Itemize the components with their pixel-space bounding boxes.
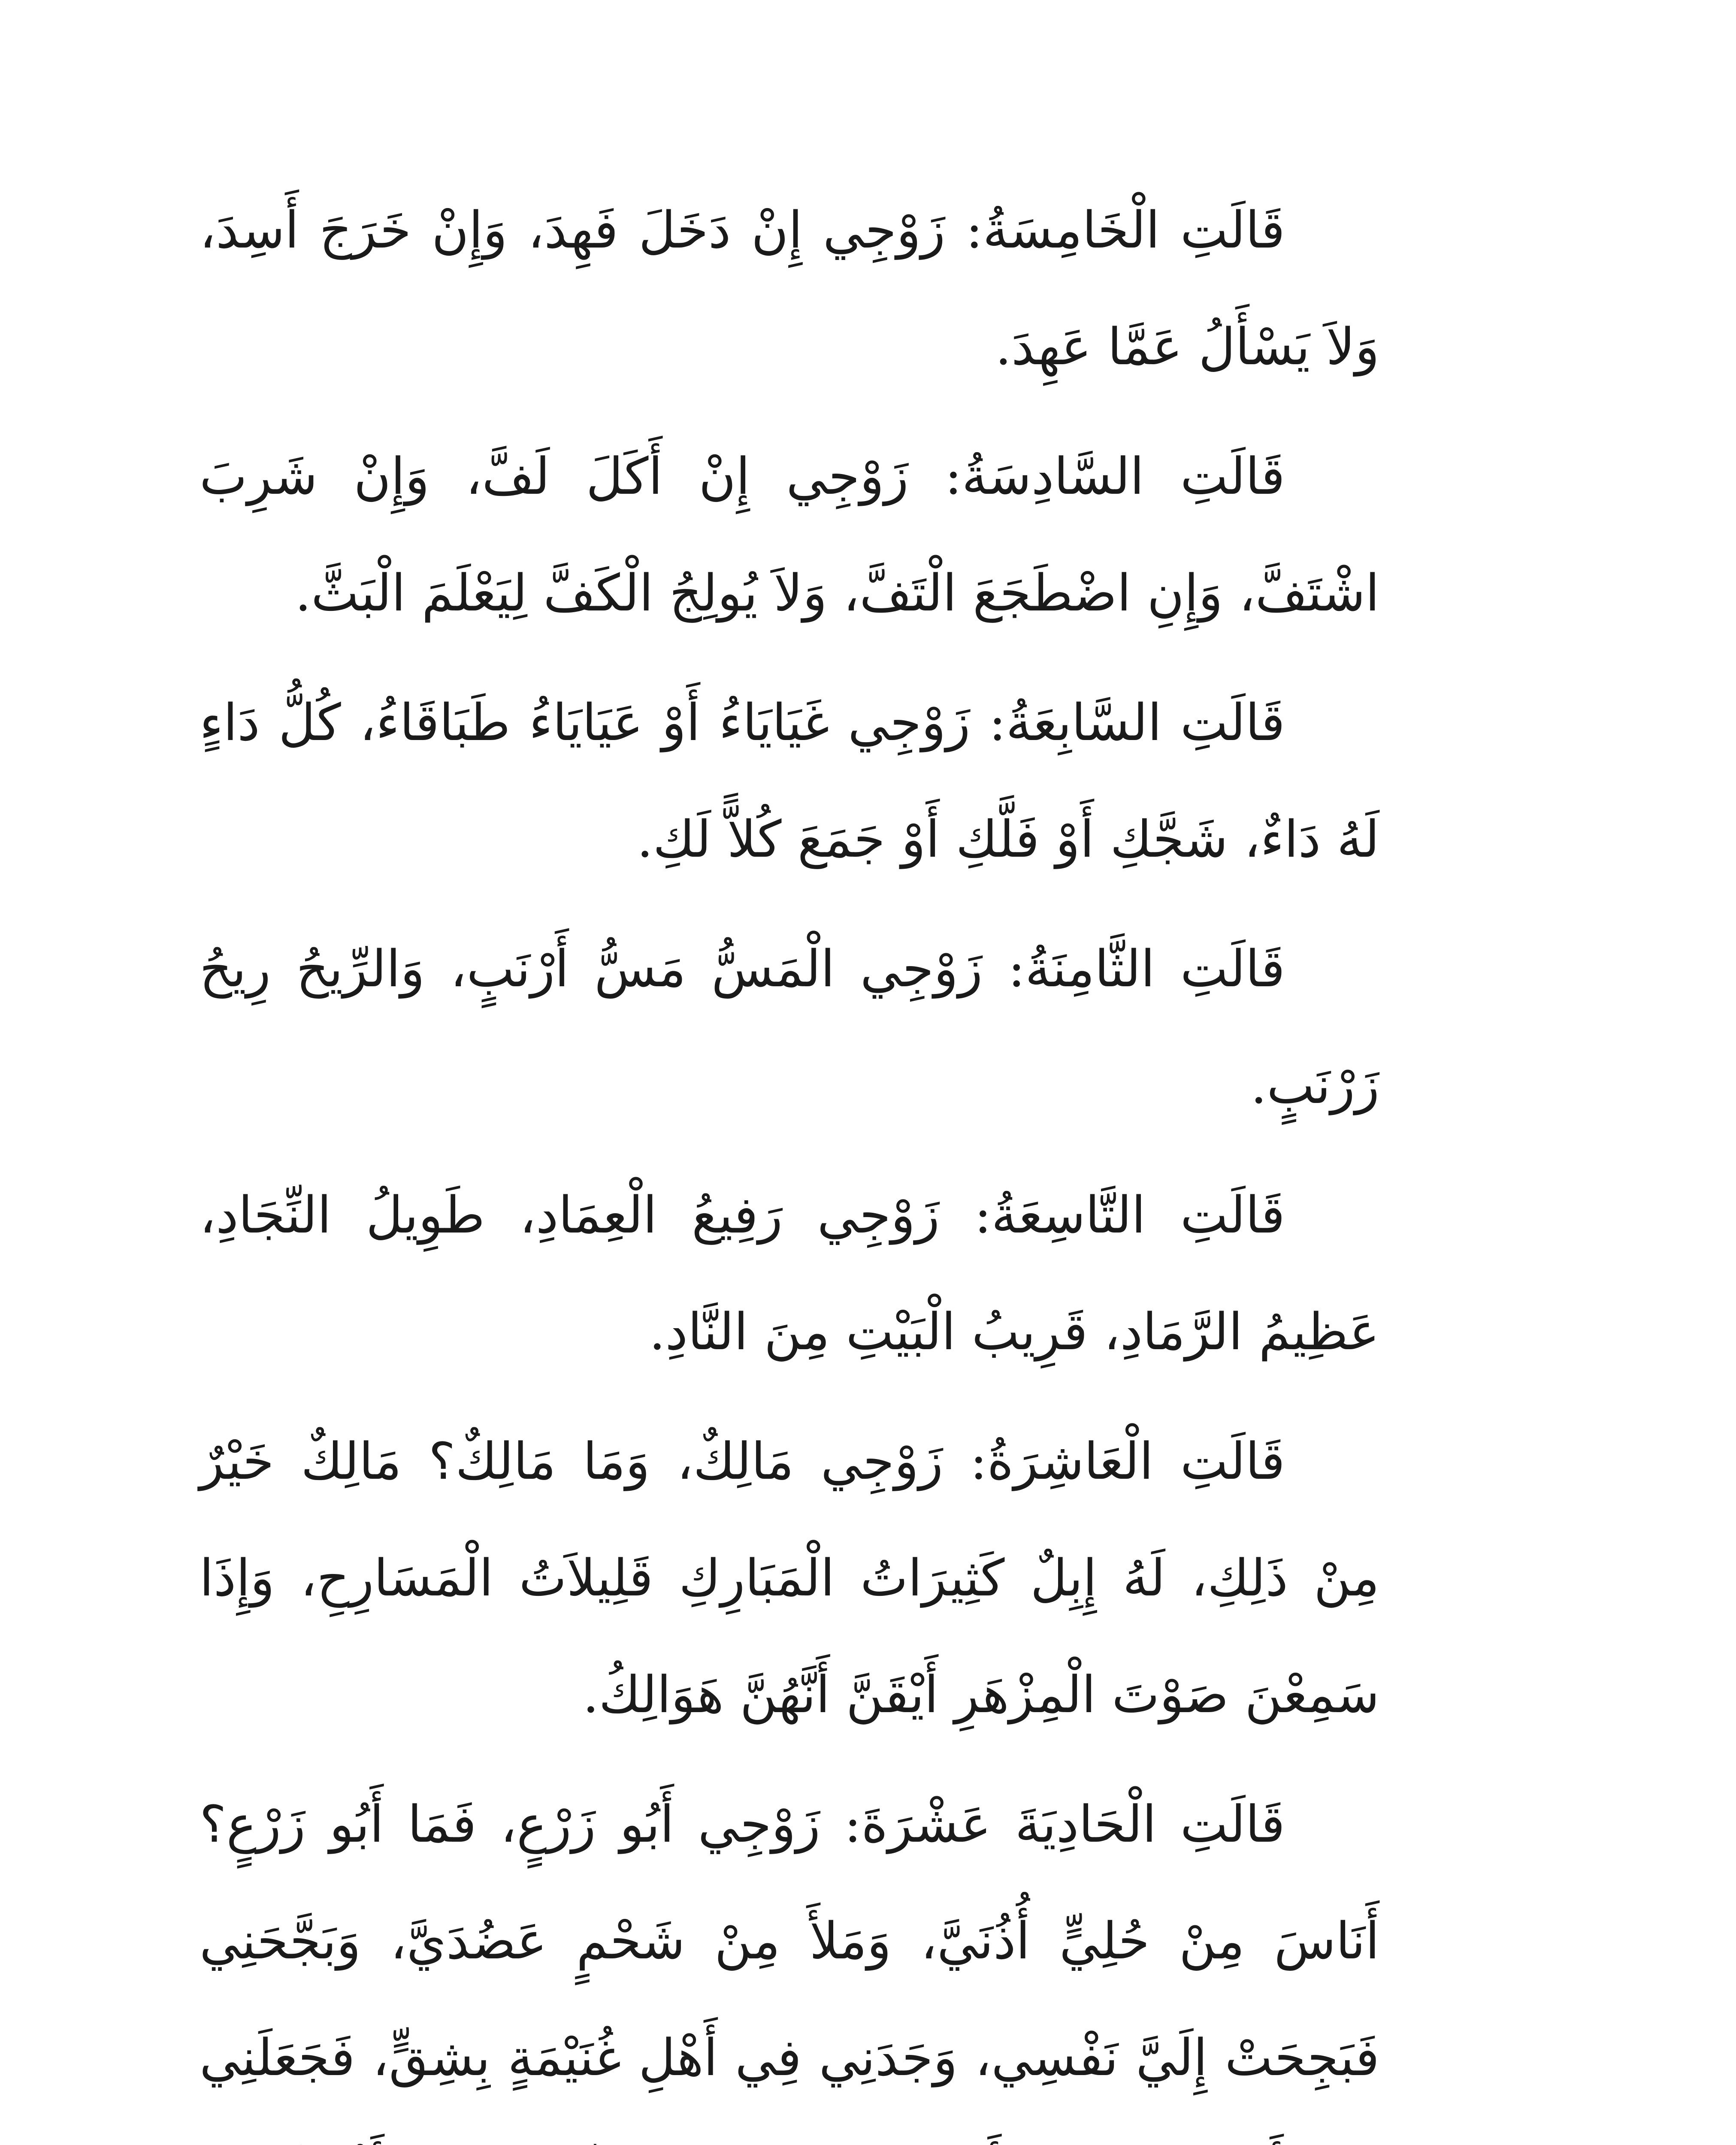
paragraph-sixth: قَالَتِ السَّادِسَةُ: زَوْجِي إِنْ أَكَلَ لَفَّ، وَإِنْ شَرِبَ اشْتَفَّ، وَإِنِ اضْطَجَعَ الْتَفَّ، وَلاَ يُولِجُ الْكَفَّ لِيَعْلَمَ الْبَثَّ. bbox=[200, 447, 1379, 622]
paragraph-ninth: قَالَتِ التَّاسِعَةُ: زَوْجِي رَفِيعُ الْعِمَادِ، طَوِيلُ النِّجَادِ، عَظِيمُ الرَّمَادِ، قَرِيبُ الْبَيْتِ مِنَ النَّادِ. bbox=[200, 1185, 1379, 1361]
paragraph-seventh: قَالَتِ السَّابِعَةُ: زَوْجِي غَيَايَاءُ أَوْ عَيَايَاءُ طَبَاقَاءُ، كُلُّ دَاءٍ لَهُ دَاءٌ، شَجَّكِ أَوْ فَلَّكِ أَوْ جَمَعَ كُلاًّ لَكِ. bbox=[200, 693, 1379, 869]
paragraph-fifth: قَالَتِ الْخَامِسَةُ: زَوْجِي إِنْ دَخَلَ فَهِدَ، وَإِنْ خَرَجَ أَسِدَ، وَلاَ يَسْأَلُ عَمَّا عَهِدَ. bbox=[200, 200, 1379, 376]
paragraph-eleventh: قَالَتِ الْحَادِيَةَ عَشْرَةَ: زَوْجِي أَبُو زَرْعٍ، فَمَا أَبُو زَرْعٍ؟ أَنَاسَ مِنْ حُلِيٍّ أُذُنَيَّ، وَمَلأَ مِنْ شَحْمٍ عَضُدَيَّ، وَبَجَّحَنِي فَبَجِحَتْ إِلَيَّ نَفْسِي، وَجَدَنِي فِي أَهْلِ غُنَيْمَةٍ بِشِقٍّ، فَجَعَلَنِي bbox=[200, 1795, 1379, 2087]
paragraph-eighth: قَالَتِ الثَّامِنَةُ: زَوْجِي الْمَسُّ مَسُّ أَرْنَبٍ، وَالرِّيحُ رِيحُ زَرْنَبٍ. bbox=[200, 939, 1379, 1115]
paragraph-tenth: قَالَتِ الْعَاشِرَةُ: زَوْجِي مَالِكٌ، وَمَا مَالِكٌ؟ مَالِكٌ خَيْرٌ مِنْ ذَلِكِ، لَهُ إِبِلٌ كَثِيرَاتُ الْمَبَارِكِ قَلِيلاَتُ الْمَسَارِحِ، وَإِذَا سَمِعْنَ صَوْتَ الْمِزْهَرِ أَيْقَنَّ أَنَّهُنَّ هَوَالِكُ. bbox=[200, 1432, 1379, 1724]
page-body-text bbox=[200, 172, 1379, 2145]
